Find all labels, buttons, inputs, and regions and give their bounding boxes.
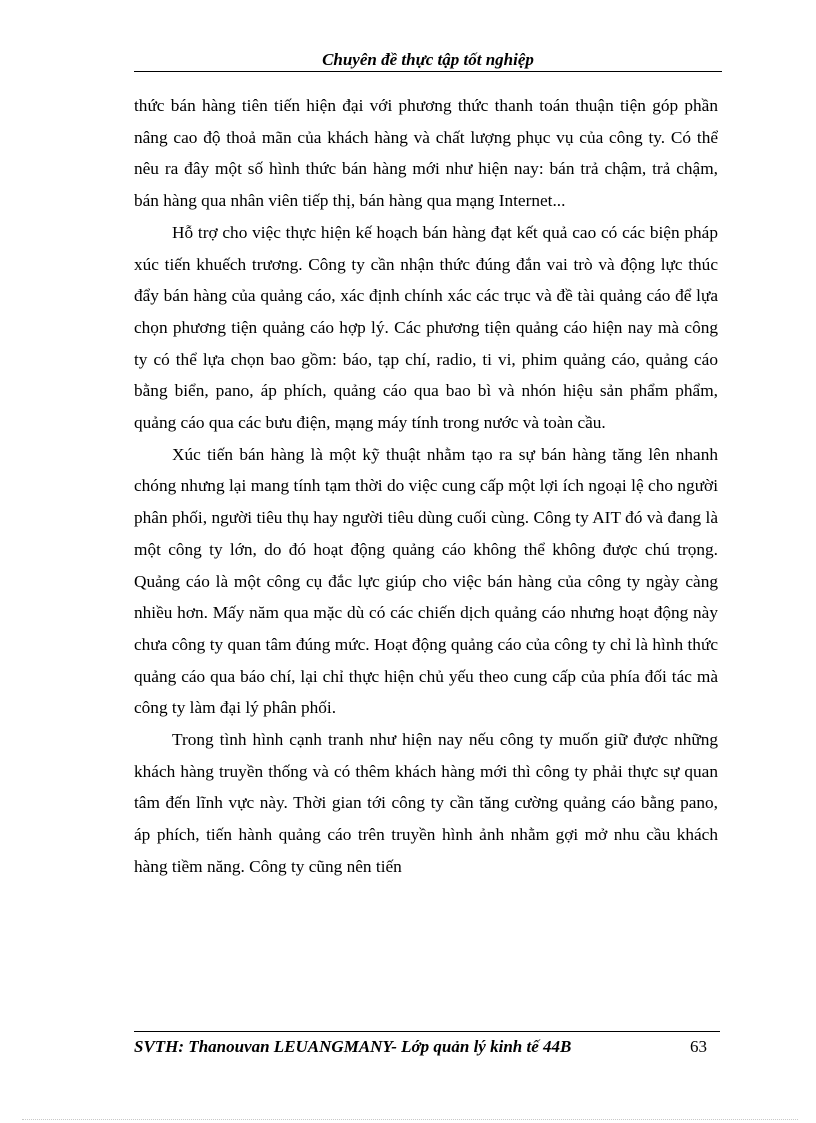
paragraph-continued: thức bán hàng tiên tiến hiện đại với phương thức thanh toán thuận tiện góp phần nâng cao độ thoả mãn của khách hàng và chất lượng phục vụ của công ty. Có thể nêu ra đây một số hình thức bán hàng mới như hiện nay: bán trả chậm, trả chậm, bán hàng qua nhân viên tiếp thị, bán hàng qua mạng Internet...: [134, 96, 718, 211]
footer-rule: [134, 1031, 720, 1032]
header-title: Chuyên đề thực tập tốt nghiệp: [322, 50, 534, 69]
paragraph: Hỗ trợ cho việc thực hiện kế hoạch bán hàng đạt kết quả cao có các biện pháp xúc tiến khuếch trương. Công ty cần nhận thức đúng đắn vai trò và động lực thúc đẩy bán hàng của quảng cáo, xác định chính xác các trục và đề tài quảng cáo để lựa chọn phương tiện quảng cáo hợp lý. Các phương tiện quảng cáo hiện nay mà công ty có thể lựa chọn bao gồm: báo, tạp chí, radio, ti vi, phim quảng cáo, quảng cáo bằng biển, pano, áp phích, quảng cáo qua bao bì và nhón hiệu sản phẩm phẩm, quảng cáo qua các bưu điện, mạng máy tính trong nước và toàn cầu.: [134, 222, 718, 433]
footer-author-line: SVTH: Thanouvan LEUANGMANY- Lớp quản lý kinh tế 44B: [134, 1037, 572, 1056]
header-rule: [134, 71, 722, 72]
paragraph: Xúc tiến bán hàng là một kỹ thuật nhằm tạo ra sự bán hàng tăng lên nhanh chóng nhưng lại mang tính tạm thời do việc cung cấp một lợi ích ngoại lệ cho người phân phối, người tiêu thụ hay người tiêu dùng cuối cùng. Công ty AIT đó và đang là một công ty lớn, do đó hoạt động quảng cáo không thể không được chú trọng. Quảng cáo là một công cụ đắc lực giúp cho việc bán hàng của công ty ngày càng nhiều hơn. Mấy năm qua mặc dù có các chiến dịch quảng cáo nhưng hoạt động này chưa công ty quan tâm đúng mức. Hoạt động quảng cáo của công ty chỉ là hình thức quảng cáo qua báo chí, lại chỉ thực hiện chủ yếu theo cung cấp của phía đối tác mà công ty làm đại lý phân phối.: [134, 444, 718, 718]
page-number: 63: [690, 1037, 707, 1056]
page-boundary-dots: [22, 1119, 798, 1120]
paragraph: Trong tình hình cạnh tranh như hiện nay nếu công ty muốn giữ được những khách hàng truyền thống và có thêm khách hàng mới thì công ty phải thực sự quan tâm đến lĩnh vực này. Thời gian tới công ty cần tăng cường quảng cáo bằng pano, áp phích, tiến hành quảng cáo trên truyền hình ảnh nhằm gợi mở nhu cầu khách hàng tiềm năng. Công ty cũng nên tiến: [134, 730, 718, 876]
body-text: [134, 90, 718, 883]
